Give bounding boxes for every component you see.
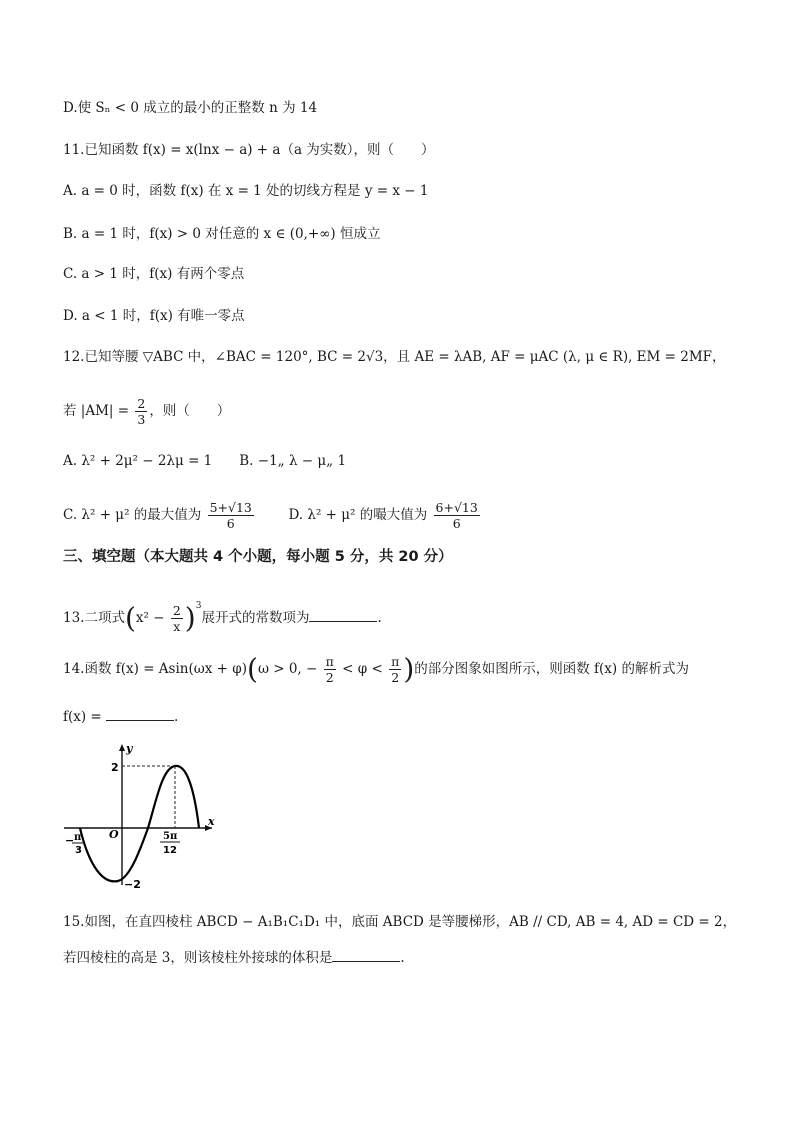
q13-post: 展开式的常数项为	[201, 610, 310, 626]
q12c-num: 5+√13	[209, 500, 252, 515]
q12c-fraction	[208, 500, 254, 531]
q12d-den: 6	[452, 516, 461, 531]
x-right-num: 5π	[163, 831, 178, 842]
x-left-num: π	[74, 832, 82, 843]
q11-option-b: B. a = 1 时，f(x) > 0 对任意的 x ∈ (0,+∞) 恒成立	[63, 226, 381, 242]
q12-cond-pre: 若 |AM| =	[63, 403, 134, 419]
q11-option-d: D. a < 1 时，f(x) 有唯一零点	[63, 308, 245, 324]
x-right-den: 12	[163, 845, 177, 856]
q12-options-ab: A. λ² + 2μ² − 2λμ = 1 B. −1„ λ − μ„ 1	[63, 453, 347, 469]
q13-pre: 13.二项式	[63, 610, 125, 626]
q12-cond-post: ，则（ ）	[149, 403, 231, 419]
x-axis-label: x	[208, 815, 215, 828]
q12c-den: 6	[226, 516, 235, 531]
q13-den: x	[173, 619, 181, 634]
q12d-fraction	[434, 500, 480, 531]
q14-frac-2	[389, 654, 401, 685]
q14-frac1-den: 2	[325, 670, 334, 685]
q14-answer-blank[interactable]	[106, 706, 174, 721]
q14-answer-line: f(x) = .	[63, 706, 178, 727]
q14-pre: 14.函数 f(x) = Asin(ωx + φ)	[63, 661, 247, 677]
q14-frac-1	[324, 654, 336, 685]
y-min-label: −2	[124, 878, 141, 890]
q14-cond-mid: < φ <	[337, 661, 388, 677]
q15-stem: 15.如图，在直四棱柱 ABCD − A₁B₁C₁D₁ 中，底面 ABCD 是等腰梯形，AB // CD, AB = 4, AD = CD = 2，	[63, 914, 737, 930]
q12d-num: 6+√13	[435, 500, 478, 515]
section-3-heading: 三、填空题（本大题共 4 个小题，每小题 5 分，共 20 分）	[63, 549, 453, 565]
y-max-label: 2	[111, 761, 119, 774]
q12-frac-num: 2	[137, 396, 146, 411]
x-left-den: 3	[75, 845, 82, 856]
q13-fraction	[171, 603, 183, 634]
q14-post: 的部分图象如图所示，则函数 f(x) 的解析式为	[414, 661, 689, 677]
q15-answer-blank[interactable]	[332, 947, 400, 962]
q14-fx: f(x) =	[63, 709, 107, 725]
q13-answer-blank[interactable]	[309, 607, 377, 622]
q12-frac-den: 3	[137, 412, 146, 427]
q11-stem: 11.已知函数 f(x) = x(lnx − a) + a（a 为实数），则（ ）	[63, 142, 435, 158]
q13-stem: 13.二项式(x² − $\frac{2}{x}$ )$^3$展开式的常数项为 .	[63, 601, 382, 635]
q12-stem: 12.已知等腰 ▽ABC 中，∠BAC = 120°, BC = 2√3，且 AE = λAB, AF = μAC (λ, μ ∈ R), EM = 2MF，	[63, 349, 726, 365]
q12-option-c	[63, 500, 482, 531]
y-axis-label: y	[126, 742, 133, 755]
q14-stem: 14.函数 f(x) = Asin(ωx + φ)(ω > 0, − $\frac{\pi}{2}$ < φ < $\frac{\pi}{2}$ )的部分图象如图所示，则函数 f(x) 的解析式为	[63, 652, 689, 686]
q11-option-a: A. a = 0 时，函数 f(x) 在 x = 1 处的切线方程是 y = x − 1	[63, 183, 429, 199]
q14-frac2-den: 2	[391, 670, 400, 685]
q12d-pre: D. λ² + μ² 的嘬大值为	[288, 507, 432, 523]
q11-option-c: C. a > 1 时，f(x) 有两个零点	[63, 266, 245, 282]
q12c-pre: C. λ² + μ² 的最大值为	[63, 507, 206, 523]
q12-condition	[63, 396, 230, 427]
q15-stem-2: 若四棱柱的高是 3，则该棱柱外接球的体积是 .	[63, 947, 405, 968]
q13-mid: x² −	[135, 610, 169, 626]
sine-graph-figure	[62, 740, 217, 890]
q13-num: 2	[172, 603, 181, 618]
q14-cond-pre: ω > 0, −	[257, 661, 322, 677]
x-left-sign: −	[65, 834, 75, 847]
origin-label: O	[109, 828, 119, 841]
q13-exponent: 3	[195, 601, 202, 611]
q15-text: 若四棱柱的高是 3，则该棱柱外接球的体积是	[63, 950, 333, 966]
q10-option-d: D.使 Sₙ < 0 成立的最小的正整数 n 为 14	[63, 100, 318, 116]
q14-frac1-num: π	[325, 654, 334, 669]
q12-fraction	[135, 396, 147, 427]
q14-frac2-num: π	[391, 654, 400, 669]
